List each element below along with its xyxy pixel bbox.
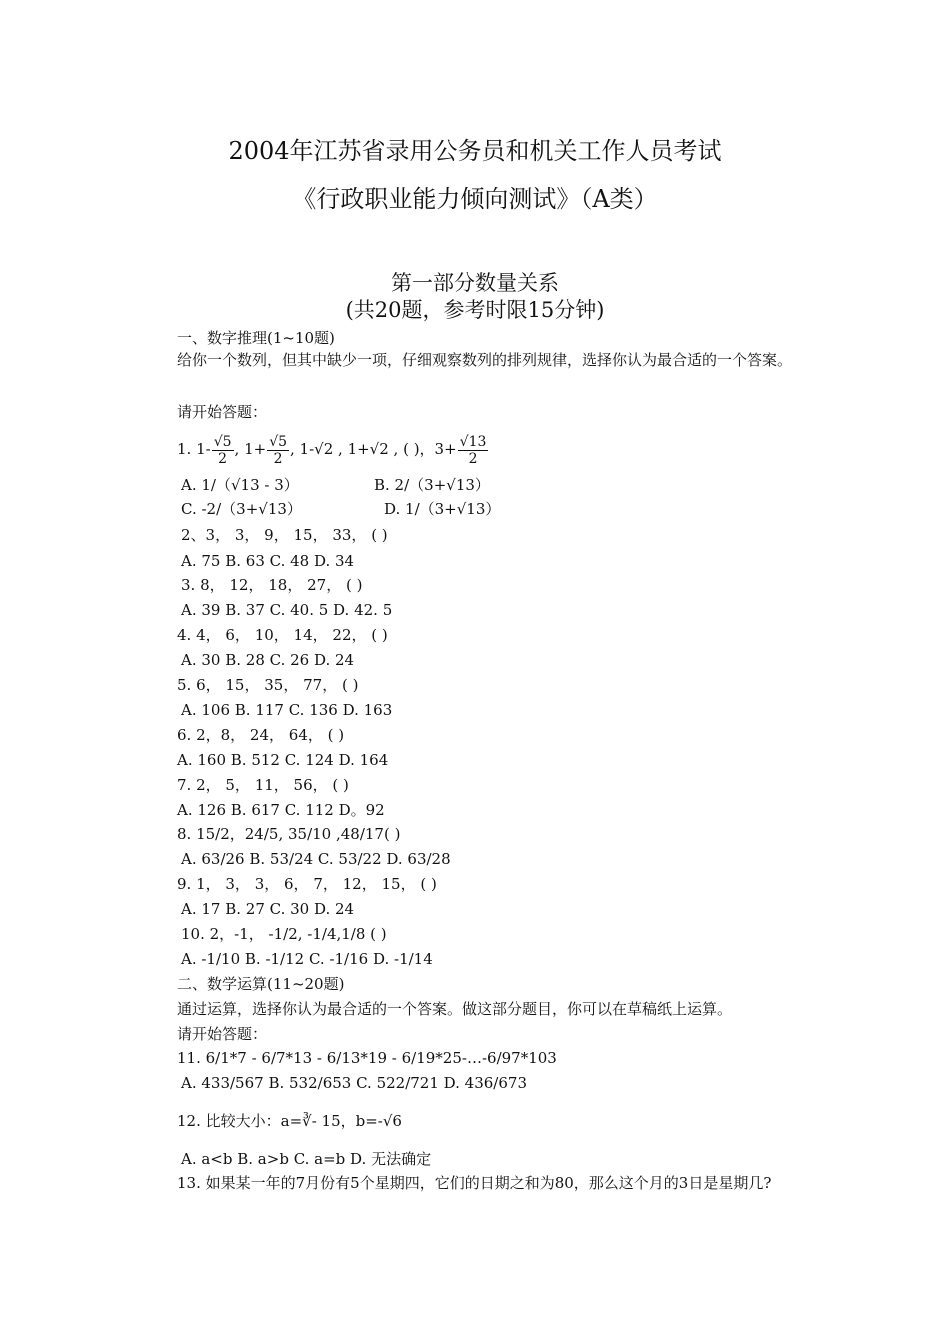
fraction-2 bbox=[267, 434, 289, 467]
question-1-option-b: B. 2/（3+√13） bbox=[374, 476, 490, 494]
question-11: 11. 6/1*7 - 6/7*13 - 6/13*19 - 6/19*25-…-6/97*103 bbox=[177, 1049, 557, 1067]
question-1-option-d: D. 1/（3+√13） bbox=[384, 500, 501, 518]
fraction-3-numerator: √13 bbox=[459, 433, 487, 450]
document-subtitle: 《行政职业能力倾向测试》（A类） bbox=[292, 185, 658, 213]
question-9-options: A. 17 B. 27 C. 30 D. 24 bbox=[181, 900, 355, 918]
question-1-option-c: C. -2/（3+√13） bbox=[181, 500, 302, 518]
fraction-2-denominator: 2 bbox=[273, 450, 283, 467]
question-11-options: A. 433/567 B. 532/653 C. 522/721 D. 436/673 bbox=[181, 1074, 527, 1092]
question-1-sep-3: , 1-√2 , 1+√2 , ( )，3+ bbox=[290, 440, 457, 458]
question-3: 3. 8， 12， 18， 27， ( ) bbox=[181, 576, 363, 594]
section-heading-number-series: 一、数字推理(1~10题) bbox=[177, 329, 335, 347]
question-10: 10. 2，-1， -1/2, -1/4,1/8 ( ) bbox=[181, 925, 387, 943]
question-13: 13. 如果某一年的7月份有5个星期四，它们的日期之和为80，那么这个月的3日是星期几? bbox=[177, 1174, 772, 1192]
section-heading-arithmetic: 二、数学运算(11~20题) bbox=[177, 975, 345, 993]
fraction-1 bbox=[212, 434, 234, 467]
question-6: 6. 2，8， 24， 64， ( ) bbox=[177, 726, 345, 744]
question-9: 9. 1， 3， 3， 6， 7， 12， 15， ( ) bbox=[177, 875, 437, 893]
part-subtitle: (共20题，参考时限15分钟) bbox=[345, 298, 605, 322]
question-5: 5. 6， 15， 35， 77， ( ) bbox=[177, 676, 359, 694]
question-1 bbox=[177, 429, 489, 469]
fraction-1-denominator: 2 bbox=[218, 450, 228, 467]
question-7-options: A. 126 B. 617 C. 112 D。92 bbox=[177, 801, 385, 819]
start-prompt: 请开始答题： bbox=[177, 403, 268, 421]
fraction-3-denominator: 2 bbox=[468, 450, 478, 467]
question-1-sep-2: , 1+ bbox=[234, 440, 267, 458]
question-12: 12. 比较大小：a=∛- 15，b=-√6 bbox=[177, 1112, 402, 1130]
question-7: 7. 2， 5， 11， 56， ( ) bbox=[177, 776, 349, 794]
question-6-options: A. 160 B. 512 C. 124 D. 164 bbox=[177, 751, 389, 769]
section-instructions: 给你一个数列，但其中缺少一项，仔细观察数列的排列规律，选择你认为最合适的一个答案。 bbox=[177, 351, 793, 369]
question-2: 2、3， 3， 9， 15， 33， ( ) bbox=[181, 526, 388, 544]
question-4: 4. 4， 6， 10， 14， 22， ( ) bbox=[177, 626, 388, 644]
start-prompt-2: 请开始答题： bbox=[177, 1025, 268, 1043]
question-1-prefix: 1. 1- bbox=[177, 440, 211, 458]
section-instructions-arithmetic: 通过运算，选择你认为最合适的一个答案。做这部分题目，你可以在草稿纸上运算。 bbox=[177, 1000, 733, 1018]
question-8: 8. 15/2，24/5, 35/10 ,48/17( ) bbox=[177, 825, 401, 843]
document-title: 2004年江苏省录用公务员和机关工作人员考试 bbox=[228, 137, 722, 165]
question-1-option-a: A. 1/（√13 - 3） bbox=[181, 476, 299, 494]
question-3-options: A. 39 B. 37 C. 40. 5 D. 42. 5 bbox=[181, 601, 393, 619]
question-5-options: A. 106 B. 117 C. 136 D. 163 bbox=[181, 701, 393, 719]
fraction-3 bbox=[458, 434, 489, 467]
question-4-options: A. 30 B. 28 C. 26 D. 24 bbox=[181, 651, 355, 669]
question-2-options: A. 75 B. 63 C. 48 D. 34 bbox=[181, 552, 355, 570]
question-12-options: A. a<b B. a>b C. a=b D. 无法确定 bbox=[181, 1150, 432, 1168]
part-title: 第一部分数量关系 bbox=[391, 271, 559, 295]
question-8-options: A. 63/26 B. 53/24 C. 53/22 D. 63/28 bbox=[181, 850, 451, 868]
fraction-1-numerator: √5 bbox=[213, 433, 232, 450]
question-10-options: A. -1/10 B. -1/12 C. -1/16 D. -1/14 bbox=[181, 950, 433, 968]
fraction-2-numerator: √5 bbox=[269, 433, 288, 450]
